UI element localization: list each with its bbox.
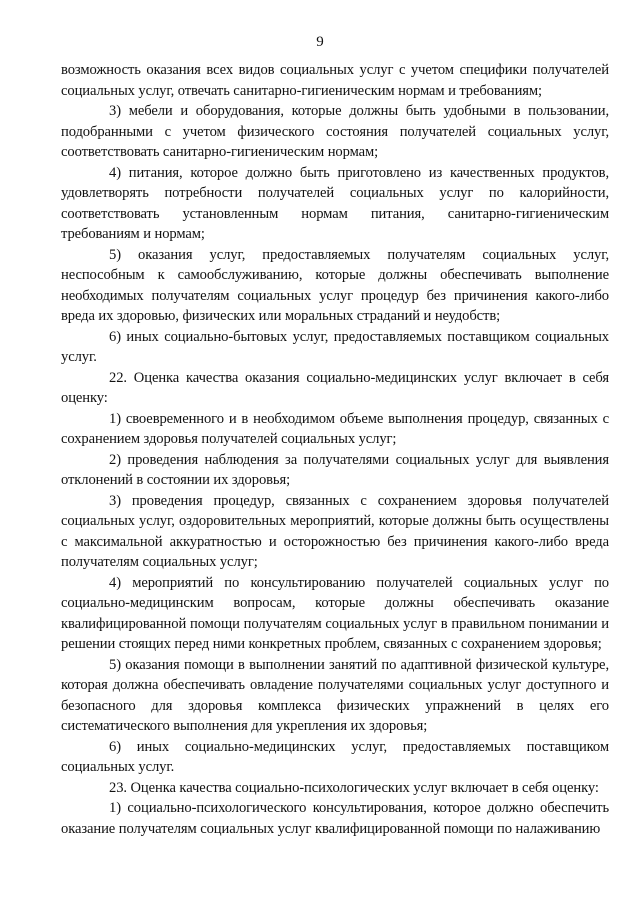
paragraph: 1) своевременного и в необходимом объеме выполнения процедур, связанных с сохранением здоровья получателей социальных услуг;: [61, 410, 609, 447]
paragraph: 1) социально-психологического консультирования, которое должно обеспечить оказание получателям социальных услуг квалифицированной помощи по налаживанию: [61, 800, 609, 837]
section-heading-paragraph: 22. Оценка качества оказания социально-медицинских услуг включает в себя оценку:: [61, 369, 609, 406]
paragraph: 4) мероприятий по консультированию получателей социальных услуг по социально-медицинским вопросам, которые должны обеспечивать оказание квалифицированной помощи получателям социальных услуг в правильном понимании и решении стоящих перед ними конкретных проблем, связанных с сохранением здоровья;: [61, 574, 609, 652]
page-number: 9: [316, 34, 324, 50]
paragraph: 6) иных социально-бытовых услуг, предоставляемых поставщиком социальных услуг.: [61, 328, 609, 365]
paragraph: 3) проведения процедур, связанных с сохранением здоровья получателей социальных услуг, оздоровительных мероприятий, которые должны быть осуществлены с максимальной аккуратностью и осторожностью без причинения какого-либо вреда получателям социальных услуг;: [61, 492, 609, 570]
paragraph: возможность оказания всех видов социальных услуг с учетом специфики получателей социальных услуг, отвечать санитарно-гигиеническим нормам и требованиям;: [61, 62, 609, 99]
paragraph: 5) оказания помощи в выполнении занятий по адаптивной физической культуре, которая должна обеспечивать овладение получателями социальных услуг доступного и безопасного для здоровья комплекса физических упражнений в целях его систематического выполнения для укрепления их здоровья;: [61, 656, 609, 734]
paragraph: 3) мебели и оборудования, которые должны быть удобными в пользовании, подобранными с учетом физического состояния получателей социальных услуг, соответствовать санитарно-гигиеническим нормам;: [61, 103, 609, 160]
paragraph: 6) иных социально-медицинских услуг, предоставляемых поставщиком социальных услуг.: [61, 738, 609, 775]
section-heading-paragraph: 23. Оценка качества социально-психологических услуг включает в себя оценку:: [109, 779, 599, 796]
paragraph: 2) проведения наблюдения за получателями социальных услуг для выявления отклонений в состоянии их здоровья;: [61, 451, 609, 488]
document-body: [61, 60, 609, 839]
paragraph: 4) питания, которое должно быть приготовлено из качественных продуктов, удовлетворять потребности получателей социальных услуг по калорийности, соответствовать установленным нормам питания, санитарно-гигиеническим требованиям и нормам;: [61, 164, 609, 242]
paragraph: 5) оказания услуг, предоставляемых получателям социальных услуг, неспособным к самообслуживанию, которые должны обеспечивать выполнение необходимых получателям социальных услуг процедур без причинения какого-либо вреда их здоровью, физических или моральных страданий и неудобств;: [61, 246, 609, 324]
